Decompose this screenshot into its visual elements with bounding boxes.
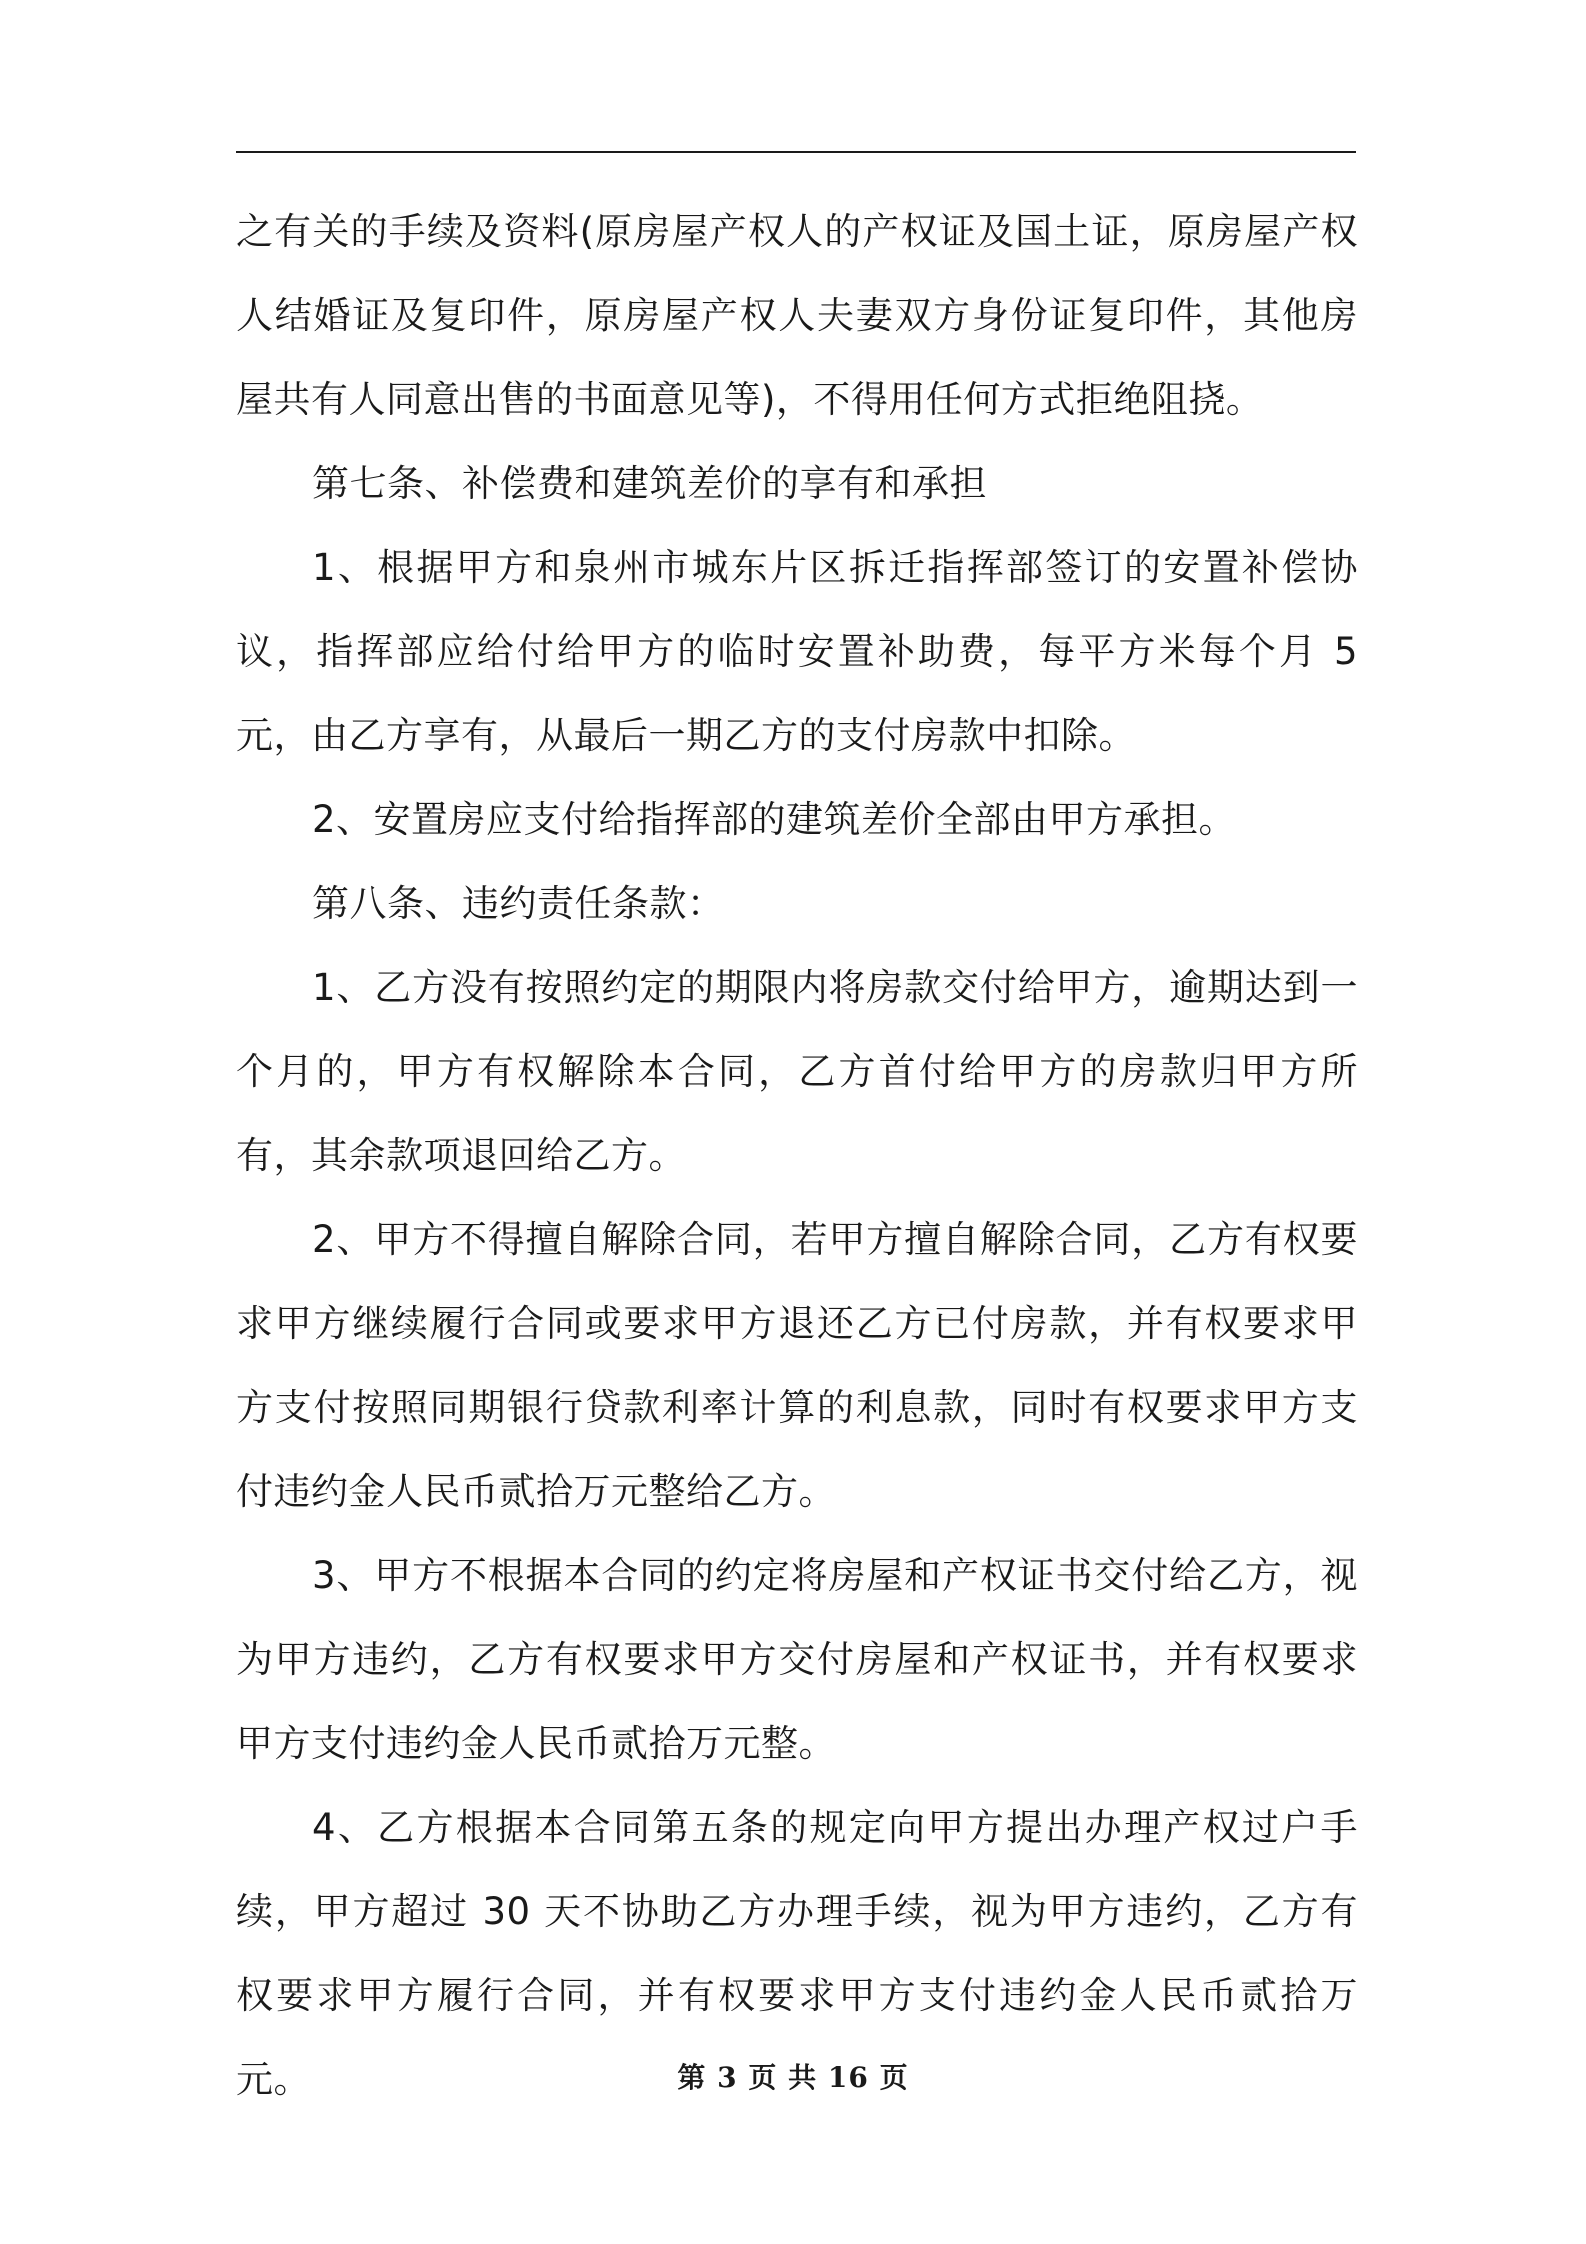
paragraph-5: 第八条、违约责任条款： (312, 882, 725, 925)
header-rule (236, 151, 1356, 153)
paragraph-7: 2、甲方不得擅自解除合同，若甲方擅自解除合同，乙方有权要求甲方继续履行合同或要求甲方退还乙方已付房款，并有权要求甲方支付按照同期银行贷款利率计算的利息款，同时有权要求甲方支付违约金人民币贰拾万元整给乙方。 (236, 1218, 1358, 1513)
page-number-footer: 第 3 页 共 16 页 (677, 2061, 909, 2094)
paragraph-3: 1、根据甲方和泉州市城东片区拆迁指挥部签订的安置补偿协议，指挥部应给付给甲方的临时安置补助费，每平方米每个月 5 元，由乙方享有，从最后一期乙方的支付房款中扣除。 (236, 546, 1358, 757)
paragraph-1: 之有关的手续及资料(原房屋产权人的产权证及国土证，原房屋产权人结婚证及复印件，原房屋产权人夫妻双方身份证复印件，其他房屋共有人同意出售的书面意见等)，不得用任何方式拒绝阻挠。 (236, 210, 1358, 421)
paragraph-2: 第七条、补偿费和建筑差价的享有和承担 (312, 462, 987, 505)
paragraph-4: 2、安置房应支付给指挥部的建筑差价全部由甲方承担。 (312, 798, 1237, 841)
document-body (236, 190, 1358, 2122)
paragraph-9: 4、乙方根据本合同第五条的规定向甲方提出办理产权过户手续，甲方超过 30 天不协助乙方办理手续，视为甲方违约，乙方有权要求甲方履行合同，并有权要求甲方支付违约金人民币贰拾万元。 (236, 1806, 1358, 2101)
paragraph-8: 3、甲方不根据本合同的约定将房屋和产权证书交付给乙方，视为甲方违约，乙方有权要求甲方交付房屋和产权证书，并有权要求甲方支付违约金人民币贰拾万元整。 (236, 1554, 1358, 1765)
paragraph-6: 1、乙方没有按照约定的期限内将房款交付给甲方，逾期达到一个月的，甲方有权解除本合同，乙方首付给甲方的房款归甲方所有，其余款项退回给乙方。 (236, 966, 1358, 1177)
